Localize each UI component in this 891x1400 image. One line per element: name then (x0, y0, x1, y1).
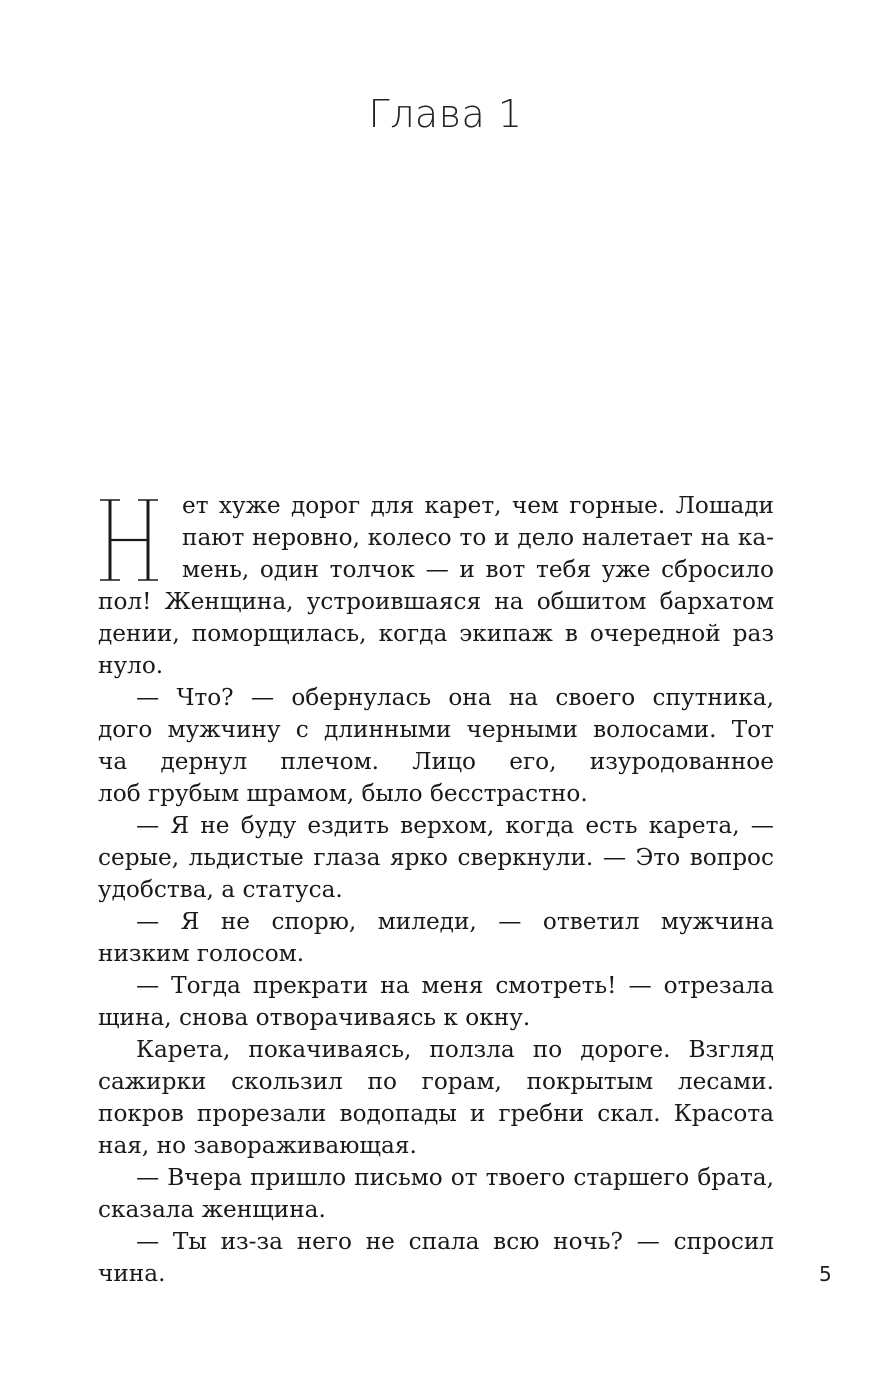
text-line: ча дернул плечом. Лицо его, изуродованное (98, 748, 774, 775)
text-line: щина, снова отворачиваясь к окну. (98, 1004, 531, 1031)
text-line: — Вчера пришло письмо от твоего старшего брата, (136, 1164, 774, 1191)
paragraph-5 (98, 970, 774, 1034)
paragraph-6 (98, 1034, 774, 1162)
paragraph-3 (98, 810, 774, 906)
text-line: ет хуже дорог для карет, чем горные. Лошади (182, 492, 774, 519)
paragraph-7 (98, 1162, 774, 1226)
text-line: нуло. (98, 652, 164, 679)
text-line: дении, поморщилась, когда экипаж в очередной раз (98, 620, 774, 647)
page-number: 5 (819, 1262, 832, 1286)
text-line: покров прорезали водопады и гребни скал. Красота (98, 1100, 774, 1127)
drop-cap-letter (98, 496, 160, 584)
text-line: пол! Женщина, устроившаяся на обшитом бархатом (98, 588, 774, 615)
paragraph-1 (98, 490, 774, 682)
paragraph-8 (98, 1226, 774, 1290)
text-line: — Я не спорю, миледи, — ответил мужчина (136, 908, 774, 935)
paragraph-4 (98, 906, 774, 970)
text-line: пают неровно, колесо то и дело налетает на ка- (182, 524, 774, 551)
text-line: удобства, а статуса. (98, 876, 343, 903)
text-line: дого мужчину с длинными черными волосами. Тот (98, 716, 774, 743)
text-line: — Тогда прекрати на меня смотреть! — отрезала (136, 972, 774, 999)
paragraph-2 (98, 682, 774, 810)
chapter-title: Глава 1 (368, 92, 523, 136)
text-line: чина. (98, 1260, 166, 1287)
text-line: лоб грубым шрамом, было бесстрастно. (98, 780, 588, 807)
text-line: мень, один толчок — и вот тебя уже сбросило (182, 556, 774, 583)
text-line: сажирки скользил по горам, покрытым лесами. (98, 1068, 774, 1095)
text-line: сказала женщина. (98, 1196, 326, 1223)
text-line: Карета, покачиваясь, ползла по дороге. Взгляд (136, 1036, 774, 1063)
text-line: — Что? — обернулась она на своего спутника, (136, 684, 774, 711)
text-line: низким голосом. (98, 940, 305, 967)
text-line: ная, но завораживающая. (98, 1132, 417, 1159)
text-line: — Ты из-за него не спала всю ночь? — спросил (136, 1228, 774, 1255)
body-text (98, 490, 774, 1290)
text-line: — Я не буду ездить верхом, когда есть карета, — (136, 812, 774, 839)
text-line: серые, льдистые глаза ярко сверкнули. — Это вопрос (98, 844, 774, 871)
